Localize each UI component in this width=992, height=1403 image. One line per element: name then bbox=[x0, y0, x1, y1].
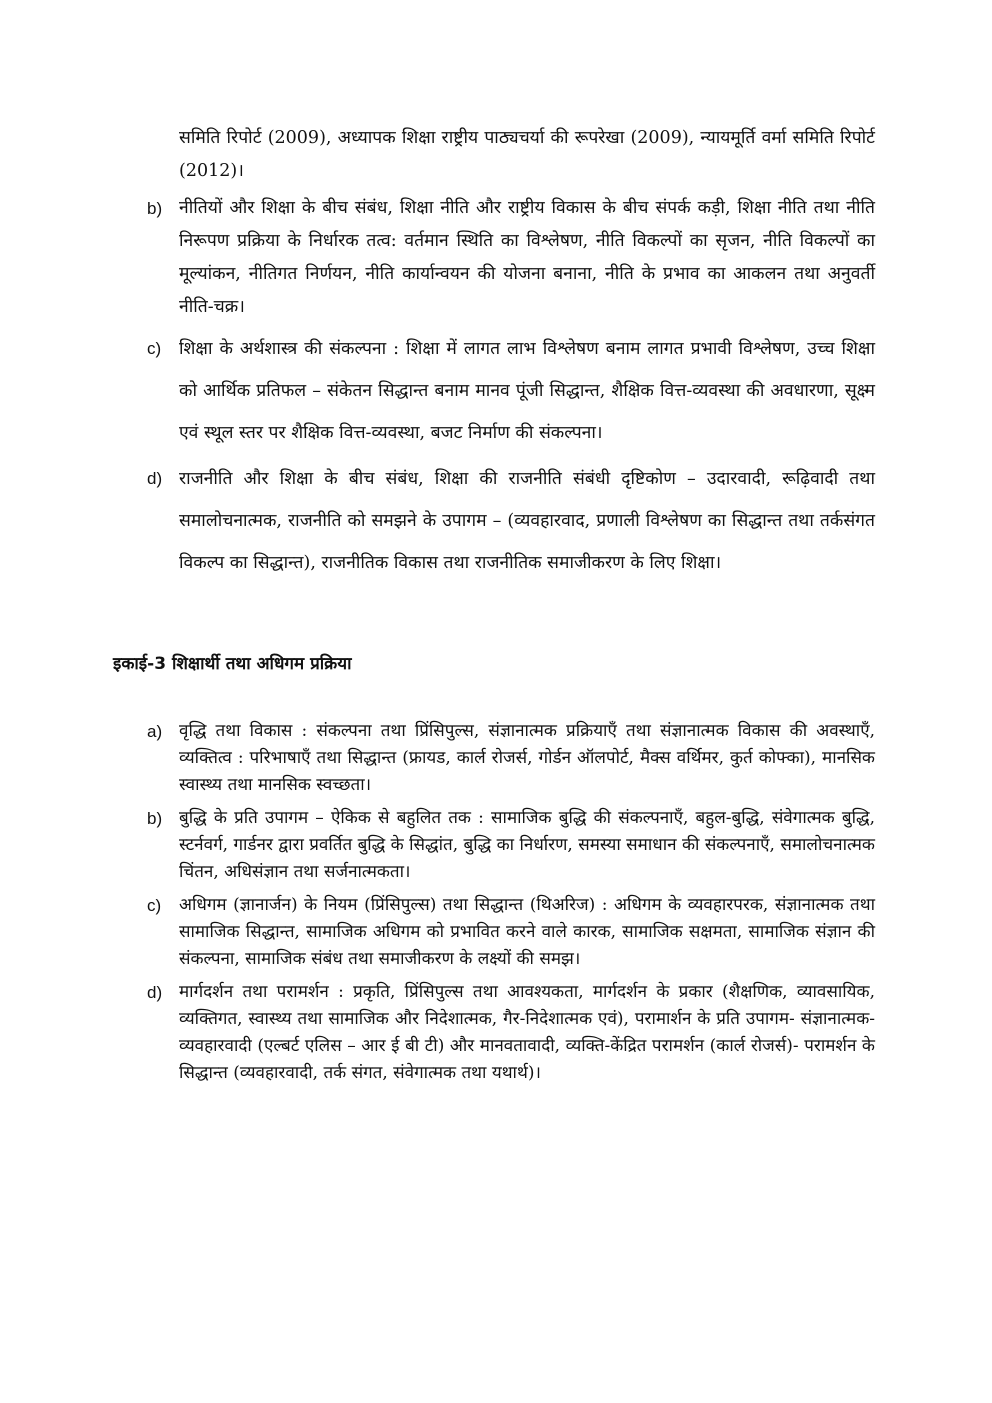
unit-3-list bbox=[147, 718, 875, 1093]
list-item-text: नीतियों और शिक्षा के बीच संबंध, शिक्षा नीति और राष्ट्रीय विकास के बीच संपर्क कड़ी, शिक्षा नीति तथा नीति निरूपण प्रक्रिया के निर्धारक तत्व: वर्तमान स्थिति का विश्लेषण, नीति विकल्पों का सृजन, नीति विकल्पों का मूल्यांकन, नीतिगत निर्णयन, नीति कार्यान्वयन की योजना बनाना, नीति के प्रभाव का आकलन तथा अनुवर्ती नीति-चक्र। bbox=[179, 198, 875, 317]
list-item-text: अधिगम (ज्ञानार्जन) के नियम (प्रिंसिपुल्स) तथा सिद्धान्त (थिअरिज) : अधिगम के व्यवहारपरक, संज्ञानात्मक तथा सामाजिक सिद्धान्त, सामाजिक अधिगम को प्रभावित करने वाले कारक, सामाजिक सक्षमता, सामाजिक संज्ञान की संकल्पना, सामाजिक संबंध तथा समाजीकरण के लक्ष्यों की समझ। bbox=[179, 895, 875, 969]
list-marker: d) bbox=[147, 983, 163, 1002]
list-item-text: राजनीति और शिक्षा के बीच संबंध, शिक्षा की राजनीति संबंधी दृष्टिकोण – उदारवादी, रूढ़िवादी तथा समालोचनात्मक, राजनीति को समझने के उपागम – (व्यवहारवाद, प्रणाली विश्लेषण का सिद्धान्त तथा तर्कसंगत विकल्प का सिद्धान्त), राजनीतिक विकास तथा राजनीतिक समाजीकरण के लिए शिक्षा। bbox=[179, 469, 875, 573]
list-marker: c) bbox=[147, 339, 162, 358]
unit-2-continued-list bbox=[147, 122, 875, 588]
list-item-b bbox=[147, 192, 875, 324]
list-item-c bbox=[147, 892, 875, 973]
list-item-c bbox=[147, 328, 875, 454]
list-item-text: मार्गदर्शन तथा परामर्शन : प्रकृति, प्रिंसिपुल्स तथा आवश्यकता, मार्गदर्शन के प्रकार (शैक्षणिक, व्यावसायिक, व्यक्तिगत, स्वास्थ्य तथा सामाजिक और निदेशात्मक, गैर-निदेशात्मक एवं), परामार्शन के प्रति उपागम- संज्ञानात्मक-व्यवहारवादी (एल्बर्ट एलिस – आर ई बी टी) और मानवतावादी, व्यक्ति-केंद्रित परामर्शन (कार्ल रोजर्स)- परामर्शन के सिद्धान्त (व्यवहारवादी, तर्क संगत, संवेगात्मक तथा यथार्थ)। bbox=[179, 982, 875, 1083]
list-marker: a) bbox=[147, 722, 163, 741]
list-item-d bbox=[147, 458, 875, 584]
list-item-text: बुद्धि के प्रति उपागम – ऐकिक से बहुलित तक : सामाजिक बुद्धि की संकल्पनाएँ, बहुल-बुद्धि, संवेगात्मक बुद्धि, स्टर्नवर्ग, गार्डनर द्वारा प्रवर्तित बुद्धि के सिद्धांत, बुद्धि का निर्धारण, समस्या समाधान की संकल्पनाएँ, समालोचनात्मक चिंतन, अधिसंज्ञान तथा सर्जनात्मकता। bbox=[179, 808, 875, 882]
list-item-a bbox=[147, 718, 875, 799]
list-item-b bbox=[147, 805, 875, 886]
unit-3-heading: इकाई-3 शिक्षार्थी तथा अधिगम प्रक्रिया bbox=[113, 654, 352, 674]
list-marker: b) bbox=[147, 809, 163, 828]
list-marker: b) bbox=[147, 199, 163, 218]
list-item-continuation bbox=[147, 122, 875, 188]
list-item-text: वृद्धि तथा विकास : संकल्पना तथा प्रिंसिपुल्स, संज्ञानात्मक प्रक्रियाएँ तथा संज्ञानात्मक विकास की अवस्थाएँ, व्यक्तित्व : परिभाषाएँ तथा सिद्धान्त (फ्रायड, कार्ल रोजर्स, गोर्डन ऑलपोर्ट, मैक्स वर्थिमर, कुर्त कोफ्का), मानसिक स्वास्थ्य तथा मानसिक स्वच्छता। bbox=[179, 721, 875, 795]
list-marker: c) bbox=[147, 896, 162, 915]
list-item-d bbox=[147, 979, 875, 1087]
list-item-text: समिति रिपोर्ट (2009), अध्यापक शिक्षा राष्ट्रीय पाठ्यचर्या की रूपरेखा (2009), न्यायमूर्ति वर्मा समिति रिपोर्ट (2012)। bbox=[179, 128, 875, 181]
list-item-text: शिक्षा के अर्थशास्त्र की संकल्पना : शिक्षा में लागत लाभ विश्लेषण बनाम लागत प्रभावी विश्लेषण, उच्च शिक्षा को आर्थिक प्रतिफल – संकेतन सिद्धान्त बनाम मानव पूंजी सिद्धान्त, शैक्षिक वित्त-व्यवस्था की अवधारणा, सूक्ष्म एवं स्थूल स्तर पर शैक्षिक वित्त-व्यवस्था, बजट निर्माण की संकल्पना। bbox=[179, 339, 875, 443]
list-marker: d) bbox=[147, 469, 163, 488]
